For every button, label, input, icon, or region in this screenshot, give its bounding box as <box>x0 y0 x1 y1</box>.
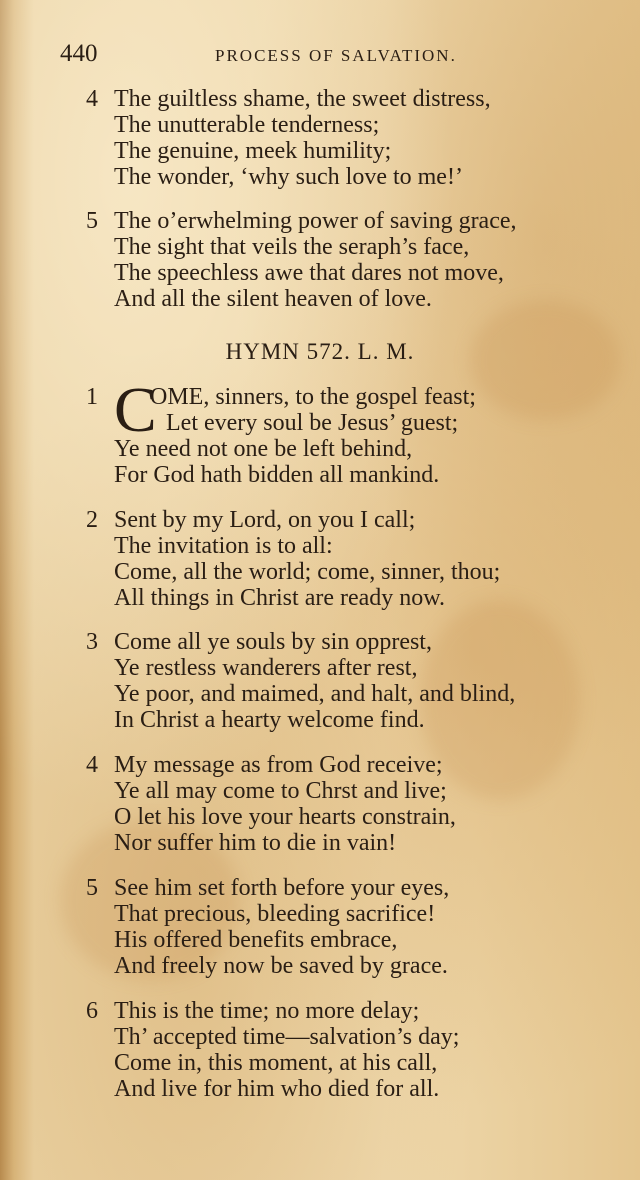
drop-cap: C <box>114 374 157 445</box>
verse-number: 2 <box>86 507 98 533</box>
verse-line: For God hath bidden all mankind. <box>114 462 440 488</box>
verse-number: 4 <box>86 86 98 112</box>
verse-number: 6 <box>86 998 98 1024</box>
verse-line: The genuine, meek humility; <box>114 138 392 164</box>
page-number: 440 <box>60 40 98 67</box>
verse-line: All things in Christ are ready now. <box>114 585 446 611</box>
verse-line: And live for him who died for all. <box>114 1076 440 1102</box>
verse-line: In Christ a hearty welcome find. <box>114 707 425 733</box>
verse-line: Sent by my Lord, on you I call; <box>114 507 416 533</box>
verse-line: The unutterable tenderness; <box>114 112 380 138</box>
verse-number: 1 <box>86 384 98 410</box>
verse-line: O let his love your hearts constrain, <box>114 804 456 830</box>
verse-line: His offered benefits embrace, <box>114 927 398 953</box>
verse-line: Ye all may come to Chrst and live; <box>114 778 447 804</box>
verse-line: The sight that veils the seraph’s face, <box>114 234 470 260</box>
verse-number: 5 <box>86 208 98 234</box>
verse-line: And freely now be saved by grace. <box>114 953 448 979</box>
verse-line: The guiltless shame, the sweet distress, <box>114 86 491 112</box>
verse-number: 4 <box>86 752 98 778</box>
verse-line: The o’erwhelming power of saving grace, <box>114 208 517 234</box>
verse-line: Ye poor, and maimed, and halt, and blind, <box>114 681 516 707</box>
verse-line: The speechless awe that dares not move, <box>114 260 504 286</box>
verse-number: 3 <box>86 629 98 655</box>
verse-line: The invitation is to all: <box>114 533 333 559</box>
verse-line: Nor suffer him to die in vain! <box>114 830 397 856</box>
verse-line: Ye need not one be left behind, <box>114 436 413 462</box>
verse-line: That precious, bleeding sacrifice! <box>114 901 436 927</box>
verse-line: OME, sinners, to the gospel feast; <box>150 384 476 410</box>
verse-line: Come, all the world; come, sinner, thou; <box>114 559 501 585</box>
hymn-title: HYMN 572. L. M. <box>225 339 415 364</box>
verse-line: And all the silent heaven of love. <box>114 286 432 312</box>
verse-line: Come in, this moment, at his call, <box>114 1050 438 1076</box>
running-title: PROCESS OF SALVATION. <box>215 46 457 65</box>
verse-line: This is the time; no more delay; <box>114 998 420 1024</box>
verse-line: Th’ accepted time—salvation’s day; <box>114 1024 460 1050</box>
verse-line: Let every soul be Jesus’ guest; <box>166 410 459 436</box>
verse-line: The wonder, ‘why such love to me!’ <box>114 164 463 190</box>
verse-line: Come all ye souls by sin opprest, <box>114 629 432 655</box>
verse-line: See him set forth before your eyes, <box>114 875 450 901</box>
verse-line: Ye restless wanderers after rest, <box>114 655 418 681</box>
verse-line: My message as from God receive; <box>114 752 443 778</box>
verse-number: 5 <box>86 875 98 901</box>
